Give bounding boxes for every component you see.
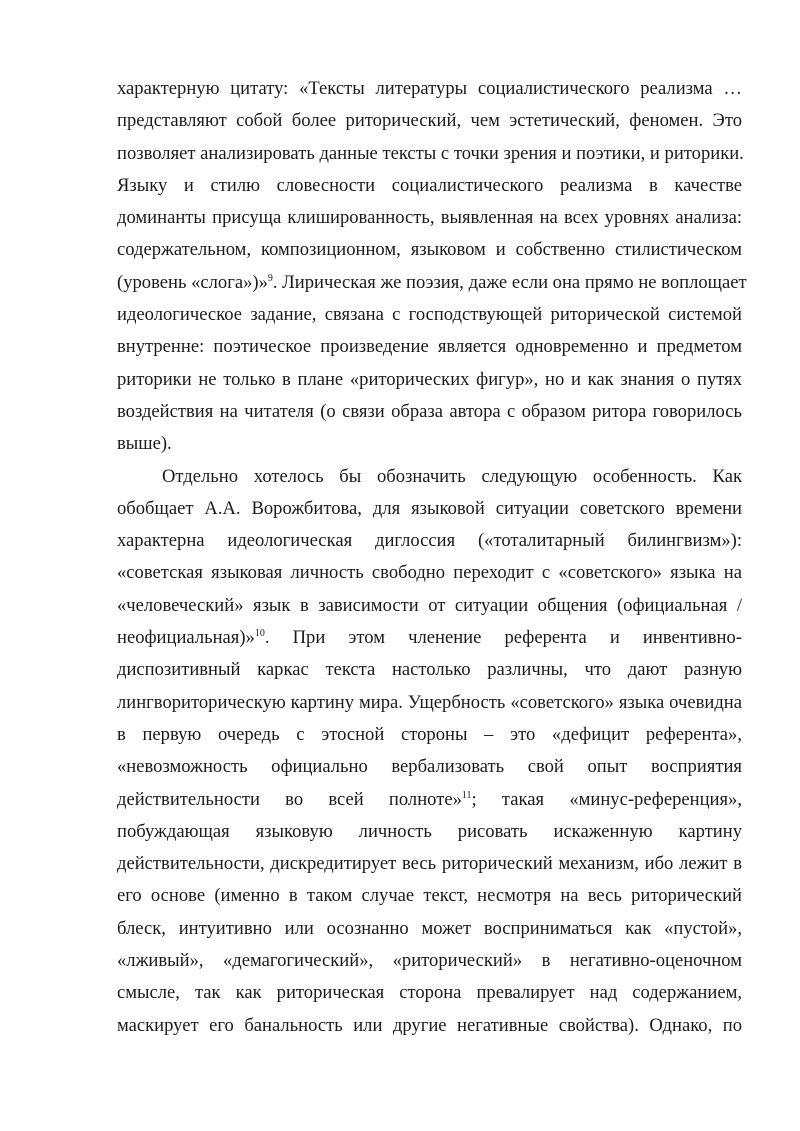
body-text	[117, 73, 747, 1042]
text-line: действительности во всей полноте»$^{11}$; такая «минус-референция»,	[117, 788, 742, 810]
text-line: его основе (именно в таком случае текст, несмотря на весь риторический	[117, 885, 742, 907]
text-line: «советская языковая личность свободно переходит с «советского» языка на	[117, 562, 742, 584]
text-line: представляют собой более риторический, чем эстетический, феномен. Это	[117, 110, 742, 132]
text-line: в первую очередь с этосной стороны – это «дефицит референта»,	[117, 723, 742, 745]
text-line: «человеческий» язык в зависимости от ситуации общения (официальная /	[117, 594, 742, 616]
text-line: характерна идеологическая диглоссия («тоталитарный билингвизм»):	[117, 530, 742, 552]
footnote-ref: 11	[461, 789, 472, 801]
text-line: смысле, так как риторическая сторона превалирует над содержанием,	[117, 982, 742, 1004]
text-line: маскирует его банальность или другие негативные свойства). Однако, по	[117, 1014, 742, 1036]
footnote-ref: 10	[254, 627, 265, 639]
text-line: действительности, дискредитирует весь риторический механизм, ибо лежит в	[117, 853, 742, 875]
text-line: позволяет анализировать данные тексты с точки зрения и поэтики, и риторики.	[117, 142, 744, 164]
text-line: лингвориторическую картину мира. Ущербность «советского» языка очевидна	[117, 691, 742, 713]
text-line: идеологическое задание, связана с господствующей риторической системой	[117, 304, 742, 326]
text-line: Языку и стилю словесности социалистического реализма в качестве	[117, 174, 742, 196]
text-line: неофициальная)»$^{10}$. При этом членение референта и инвентивно-	[117, 627, 742, 649]
text-line: выше).	[117, 433, 172, 455]
text-line: доминанты присуща клишированность, выявленная на всех уровнях анализа:	[117, 207, 742, 229]
text-line: внутренне: поэтическое произведение является одновременно и предметом	[117, 336, 742, 358]
text-line: содержательном, композиционном, языковом и собственно стилистическом	[117, 239, 742, 261]
text-line: (уровень «слога»)»$^9$. Лирическая же поэзия, даже если она прямо не воплощает	[117, 271, 747, 293]
text-line: обобщает А.А. Ворожбитова, для языковой ситуации советского времени	[117, 497, 742, 519]
footnote-ref: 9	[267, 272, 273, 284]
text-line: воздействия на читателя (о связи образа автора с образом ритора говорилось	[117, 400, 742, 422]
text-line: характерную цитату: «Тексты литературы социалистического реализма …	[117, 78, 742, 99]
paragraph-first-line: Отдельно хотелось бы обозначить следующую особенность. Как	[162, 465, 742, 487]
text-line: побуждающая языковую личность рисовать искаженную картину	[117, 820, 742, 842]
text-line: блеск, интуитивно или осознанно может восприниматься как «пустой»,	[117, 917, 742, 939]
text-line: «невозможность официально вербализовать свой опыт восприятия	[117, 756, 742, 778]
text-line: «лживый», «демагогический», «риторический» в негативно-оценочном	[117, 950, 742, 972]
text-line: риторики не только в плане «риторических фигур», но и как знания о путях	[117, 368, 742, 390]
text-line: диспозитивный каркас текста настолько различны, что дают разную	[117, 659, 742, 681]
